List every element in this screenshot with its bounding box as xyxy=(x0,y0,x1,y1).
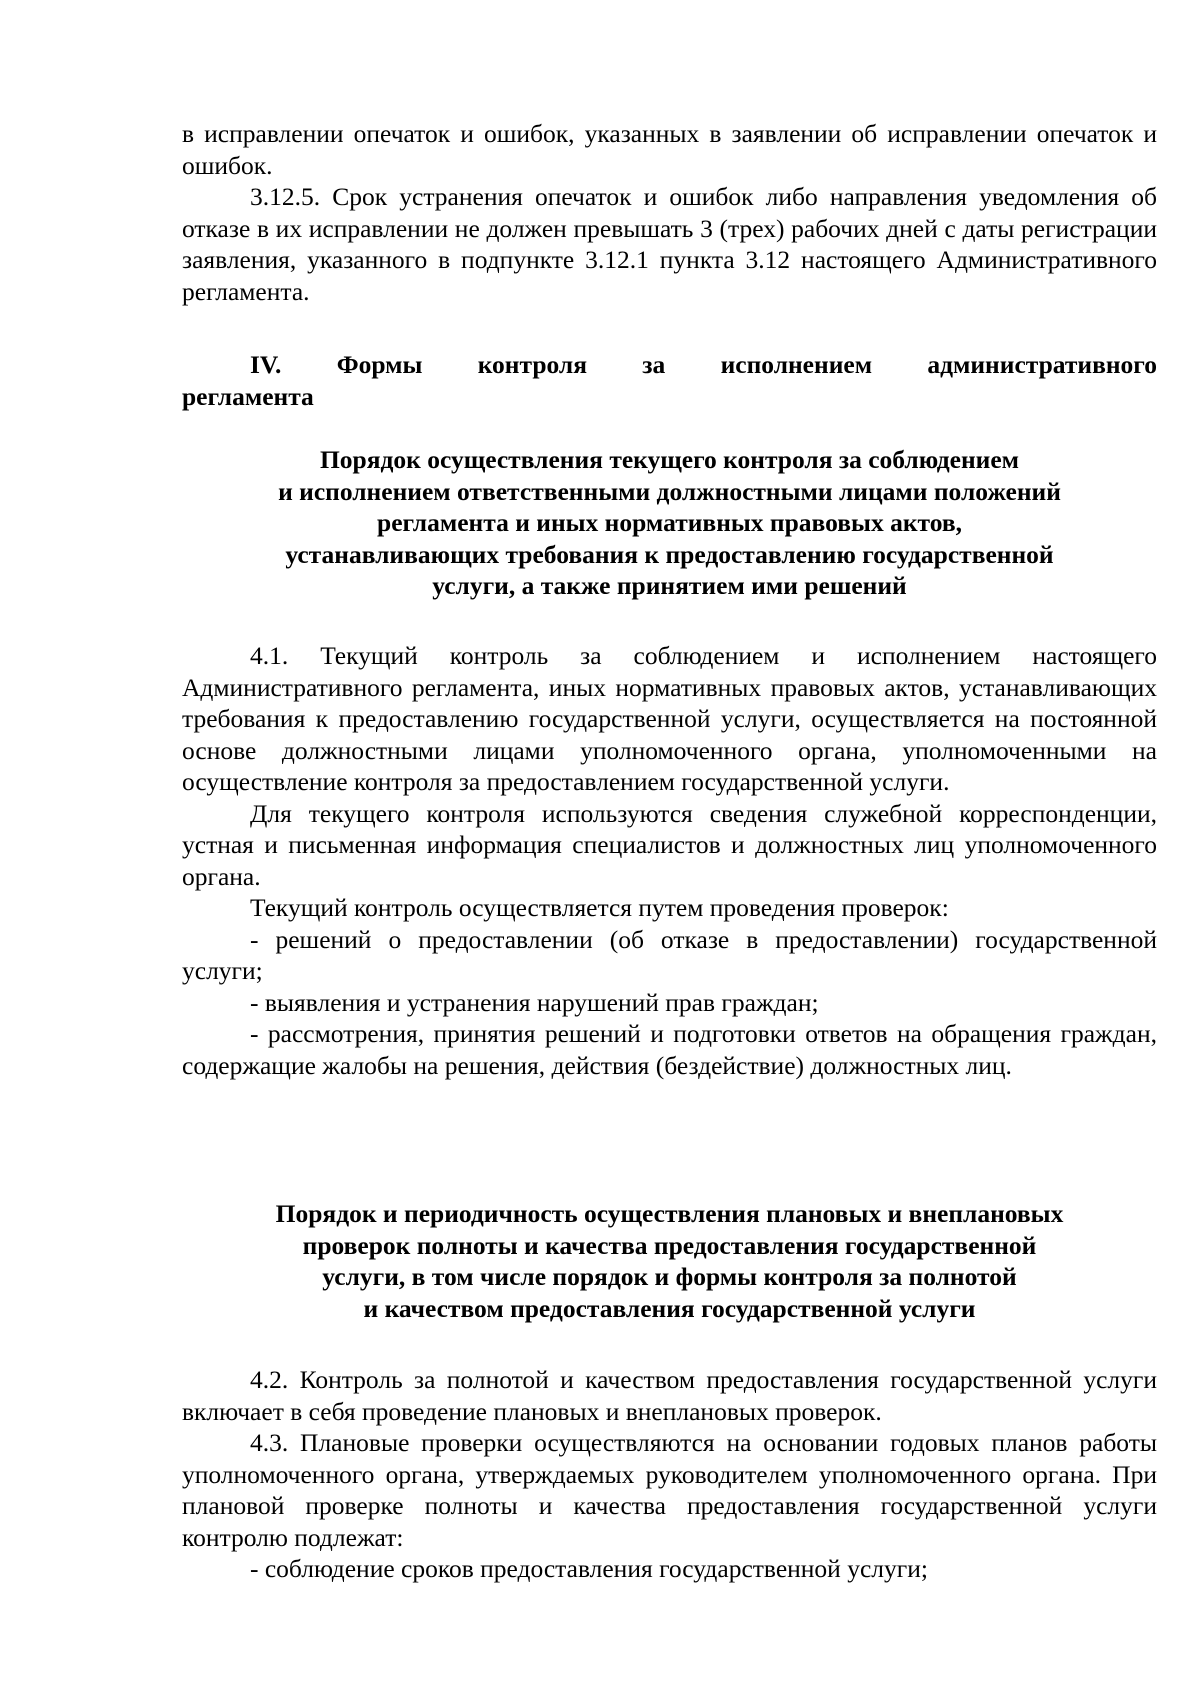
subheading-inspections-line1: Порядок и периодичность осуществления плановых и внеплановых xyxy=(275,1199,1064,1228)
section-4-heading xyxy=(182,349,1157,412)
paragraph-4-2: 4.2. Контроль за полнотой и качеством предоставления государственной услуги включает в себя проведение плановых и внеплановых проверок. xyxy=(182,1365,1157,1426)
section-4-heading-line1: IV. Формы контроля за исполнением административного xyxy=(250,350,1157,379)
section-3-12-continuation xyxy=(182,118,1157,307)
paragraph-4-3: 4.3. Плановые проверки осуществляются на основании годовых планов работы уполномоченного органа, утверждаемых руководителем уполномоченного органа. При плановой проверке полноты и качества предоставления государственной услуги контролю подлежат: xyxy=(182,1428,1157,1552)
subheading-current-control-line3: регламента и иных нормативных правовых актов, xyxy=(377,508,962,537)
section-4-1 xyxy=(182,640,1157,1081)
subheading-current-control-line5: услуги, а также принятием ими решений xyxy=(432,571,907,600)
subheading-inspections-line3: услуги, в том числе порядок и формы контроля за полнотой xyxy=(322,1262,1017,1291)
subheading-inspections-line4: и качеством предоставления государственной услуги xyxy=(363,1293,976,1323)
subheading-current-control-line2: и исполнением ответственными должностными лицами положений xyxy=(278,476,1061,506)
list-item-violations: - выявления и устранения нарушений прав граждан; xyxy=(250,987,819,1017)
subheading-current-control-line4: устанавливающих требования к предоставлению государственной xyxy=(285,539,1054,569)
list-item-deadlines: - соблюдение сроков предоставления государственной услуги; xyxy=(250,1554,928,1583)
paragraph-continuation: в исправлении опечаток и ошибок, указанных в заявлении об исправлении опечаток и ошибок. xyxy=(182,119,1157,180)
paragraph-current-control-sources: Для текущего контроля используются сведения служебной корреспонденции, устная и письменная информация специалистов и должностных лиц уполномоченного органа. xyxy=(182,798,1157,891)
paragraph-current-control-method: Текущий контроль осуществляется путем проведения проверок: xyxy=(250,893,949,922)
section-4-2-4-3 xyxy=(182,1364,1157,1585)
list-item-decisions: - решений о предоставлении (об отказе в предоставлении) государственной услуги; xyxy=(182,924,1157,985)
paragraph-3-12-5: 3.12.5. Срок устранения опечаток и ошибок либо направления уведомления об отказе в их исправлении не должен превышать 3 (трех) рабочих дней с даты регистрации заявления, указанного в подпункте 3.12.1 пункта 3.12 настоящего Административного регламента. xyxy=(182,182,1157,306)
subheading-inspections xyxy=(182,1198,1157,1324)
paragraph-4-1: 4.1. Текущий контроль за соблюдением и исполнением настоящего Административного регламента, иных нормативных правовых актов, устанавливающих требования к предоставлению государственной услуги, осуществляется на постоянной основе должностными лицами уполномоченного органа, уполномоченными на осуществление контроля за предоставлением государственной услуги. xyxy=(182,641,1157,796)
list-item-complaints: - рассмотрения, принятия решений и подготовки ответов на обращения граждан, содержащие жалобы на решения, действия (бездействие) должностных лиц. xyxy=(182,1019,1157,1080)
subheading-inspections-line2: проверок полноты и качества предоставления государственной xyxy=(302,1230,1037,1260)
subheading-current-control xyxy=(182,444,1157,602)
subheading-current-control-line1: Порядок осуществления текущего контроля за соблюдением xyxy=(319,445,1020,474)
section-4-heading-line2: регламента xyxy=(182,381,314,411)
